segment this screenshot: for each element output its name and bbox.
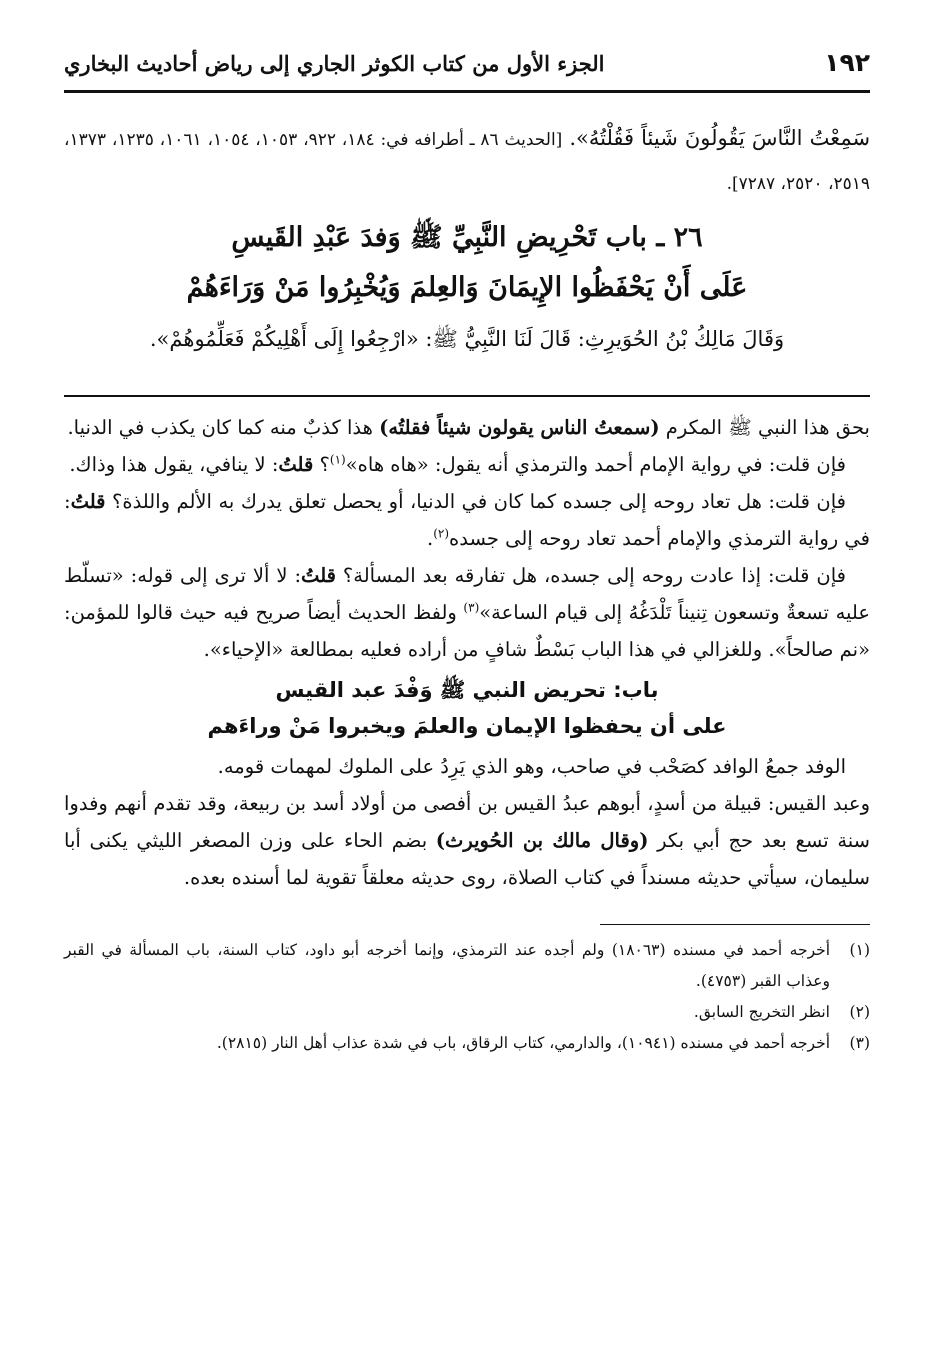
chapter-title-line-1: ٢٦ ـ باب تَحْرِيضِ النَّبِيِّ ﷺ وَفدَ عَبْدِ القَيسِ [231,222,703,253]
section-divider [64,395,870,397]
footnote-ref-1: (١) [329,452,346,467]
footnote-number: (٢) [849,1003,870,1021]
hadith-text [64,117,870,205]
footnote-number: (١) [849,941,870,959]
footnotes [64,935,870,1059]
commentary [64,409,870,896]
footnote-ref-2: (٢) [433,526,450,541]
chapter-quote: وَقَالَ مَالِكُ بْنُ الحُوَيرِثِ: قَالَ لَنَا النَّبِيُّ ﷺ: «ارْجِعُوا إِلَى أَهْلِيكُمْ فَعَلِّمُوهُمْ». [149,327,785,351]
footnote-number: (٣) [849,1034,870,1052]
footnote-rule [600,924,870,925]
commentary-paragraph-4: فإن قلت: إذا عادت روحه إلى جسده، هل تفارقه بعد المسألة؟ قلتُ: لا ألا ترى إلى قوله: «تسلّط عليه تسعةٌ وتسعون تِنيناً تَلْدَغُهُ إلى قيام الساعة»$^{(٣)}$ ولفظ الحديث أيضاً صريح فيه حيث قالوا للمؤمن: «نم صالحاً». وللغزالي في هذا الباب بَسْطٌ شافٍ من أراده فعليه بمطالعة «الإحياء». [64,564,870,661]
page-number: ١٩٢ [824,48,870,77]
commentary-paragraph-6: وعبد القيس: قبيلة من أسدٍ، أبوهم عبدُ القيس بن أفصى من أولاد أسد بن ربيعة، وقد تقدم أنهم وفدوا سنة تسع بعد حج أبي بكر (وقال مالك بن الحُويرث) بضم الحاء على وزن المصغر الليثي يكنى أبا سليمان، سيأتي حديثه مسنداً في كتاب الصلاة، روى حديثه معلقاً تقوية لما أسنده بعده. [64,792,870,889]
header-rule [64,90,870,93]
commentary-chapter-heading [64,672,870,744]
hadith-reference: [الحديث ٨٦ ـ أطرافه في: ١٨٤، ٩٢٢، ١٠٥٣، ١٠٥٤، ١٠٦١، ١٢٣٥، ١٣٧٣، ٢٥١٩، ٢٥٢٠، ٧٢٨٧]. [64,130,870,194]
chapter-title [64,213,870,313]
footnote-text: أخرجه أحمد في مسنده (١٨٠٦٣) ولم أجده عند الترمذي، وإنما أخرجه أبو داود، كتاب السنة، باب المسألة في القبر وعذاب القبر (٤٧٥٣). [64,941,831,990]
footnote-3 [64,1028,870,1059]
footnote-2 [64,997,870,1028]
chapter-title-line-2: عَلَى أَنْ يَحْفَظُوا الإِيمَانَ وَالعِلمَ وَيُخْبِرُوا مَنْ وَرَاءَهُمْ [186,272,748,303]
footnote-text: أخرجه أحمد في مسنده (١٠٩٤١)، والدارمي، كتاب الرقاق، باب في شدة عذاب أهل النار (٢٨١٥). [216,1034,830,1052]
commentary-paragraph-5: الوفد جمعُ الوافد كصَحْب في صاحب، وهو الذي يَرِدُ على الملوك لمهمات قومه. [217,755,846,778]
running-title: الجزء الأول من كتاب الكوثر الجاري إلى رياض أحاديث البخاري [64,51,605,76]
footnote-text: انظر التخريج السابق. [693,1003,830,1021]
hadith-ending: سَمِعْتُ النَّاسَ يَقُولُونَ شَيئاً فَقُلْتُهُ». [569,126,871,150]
footnote-1 [64,935,870,997]
commentary-paragraph-3: فإن قلت: هل تعاد روحه إلى جسده كما كان في الدنيا، أو يحصل تعلق يدرك به الألم واللذة؟ قلتُ: في رواية الترمذي والإمام أحمد تعاد روحه إلى جسده$^{(٢)}$. [64,490,870,550]
page-header [64,48,870,88]
commentary-paragraph-2: فإن قلت: في رواية الإمام أحمد والترمذي أنه يقول: «هاه هاه»$^{(١)}$؟ قلتُ: لا ينافي، يقول هذا وذاك. [69,452,846,476]
commentary-heading-line-2: على أن يحفظوا الإيمان والعلمَ ويخبروا مَنْ وراءَهم [207,714,727,738]
commentary-heading-line-1: باب: تحريض النبي ﷺ وَفْدَ عبد القيس [275,678,659,702]
commentary-paragraph-1: بحق هذا النبي ﷺ المكرم (سمعتُ الناس يقولون شيئاً فقلتُه) هذا كذبٌ منه كما كان يكذب في الدنيا. [67,416,870,439]
footnote-ref-3: (٣) [463,600,480,615]
